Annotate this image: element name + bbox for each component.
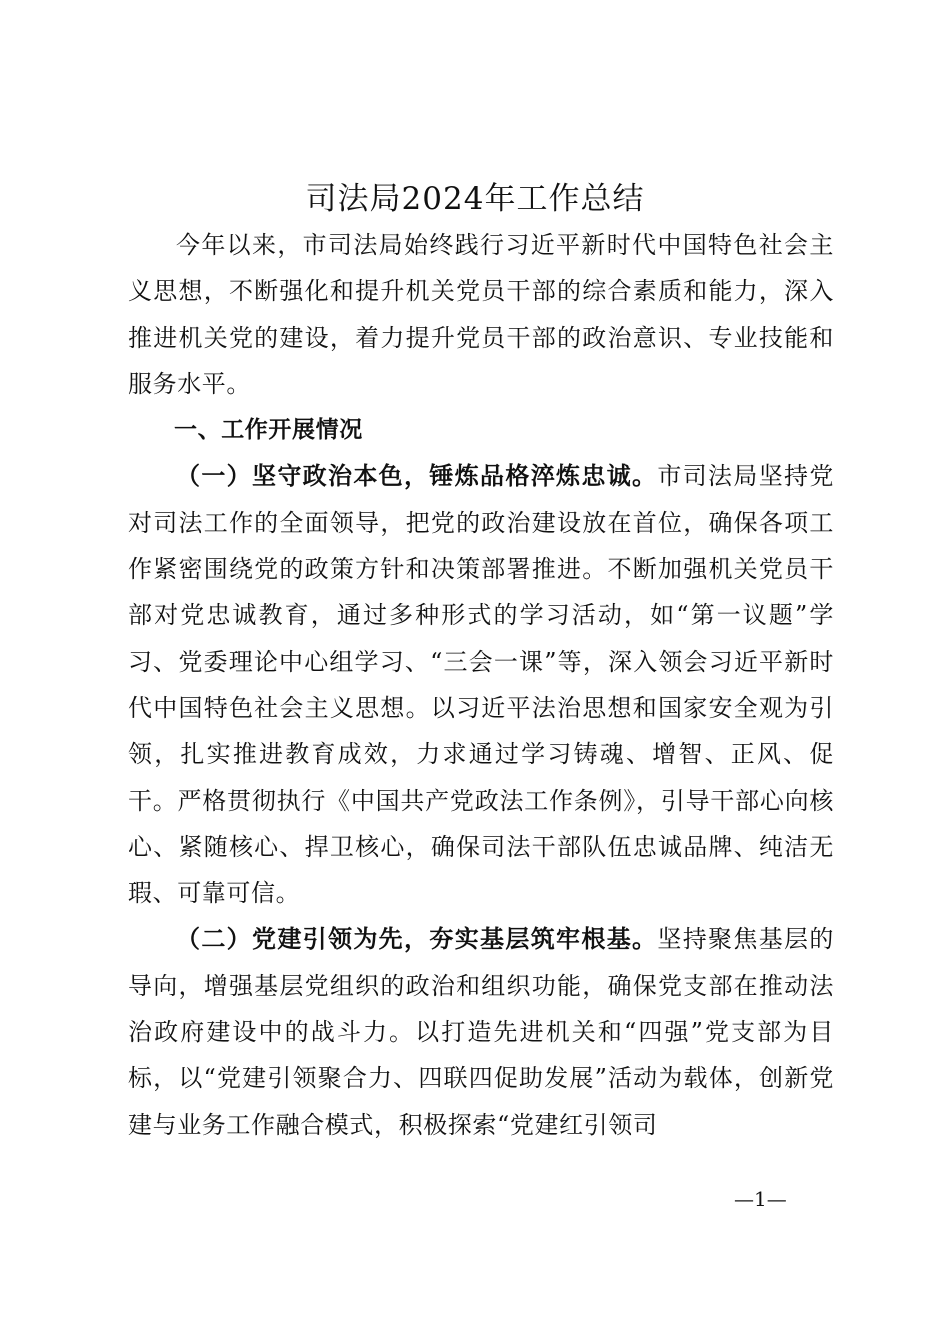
document-body: [128, 222, 834, 1148]
subsection-2-heading: （二）党建引领为先，夯实基层筑牢根基。: [176, 924, 658, 954]
subsection-2-text: 坚持聚焦基层的导向，增强基层党组织的政治和组织功能，确保党支部在推动法治政府建设中的战斗力。以打造先进机关和“四强”党支部为目标，以“党建引领聚合力、四联四促助发展”活动为载体，创新党建与业务工作融合模式，积极探索“党建红引领司: [128, 925, 834, 1139]
section-heading: 一、工作开展情况: [174, 417, 363, 444]
subsection-1-text: 市司法局坚持党对司法工作的全面领导，把党的政治建设放在首位，确保各项工作紧密围绕党的政策方针和决策部署推进。不断加强机关党员干部对党忠诚教育，通过多种形式的学习活动，如“第一议题”学习、党委理论中心组学习、“三会一课”等，深入领会习近平新时代中国特色社会主义思想。以习近平法治思想和国家安全观为引领，扎实推进教育成效，力求通过学习铸魂、增智、正风、促干。严格贯彻执行《中国共产党政法工作条例》，引导干部心向核心、紧随核心、捍卫核心，确保司法干部队伍忠诚品牌、纯洁无瑕、可靠可信。: [128, 462, 834, 908]
document-title: 司法局2024年工作总结: [305, 181, 645, 217]
subsection-1-paragraph: [128, 453, 834, 916]
subsection-2-paragraph: [128, 916, 834, 1147]
intro-paragraph: 今年以来，市司法局始终践行习近平新时代中国特色社会主义思想，不断强化和提升机关党员干部的综合素质和能力，深入推进机关党的建设，着力提升党员干部的政治意识、专业技能和服务水平。: [128, 231, 834, 398]
page-number: —1—: [734, 1187, 787, 1211]
subsection-1-heading: （一）坚守政治本色，锤炼品格淬炼忠诚。: [176, 461, 658, 491]
